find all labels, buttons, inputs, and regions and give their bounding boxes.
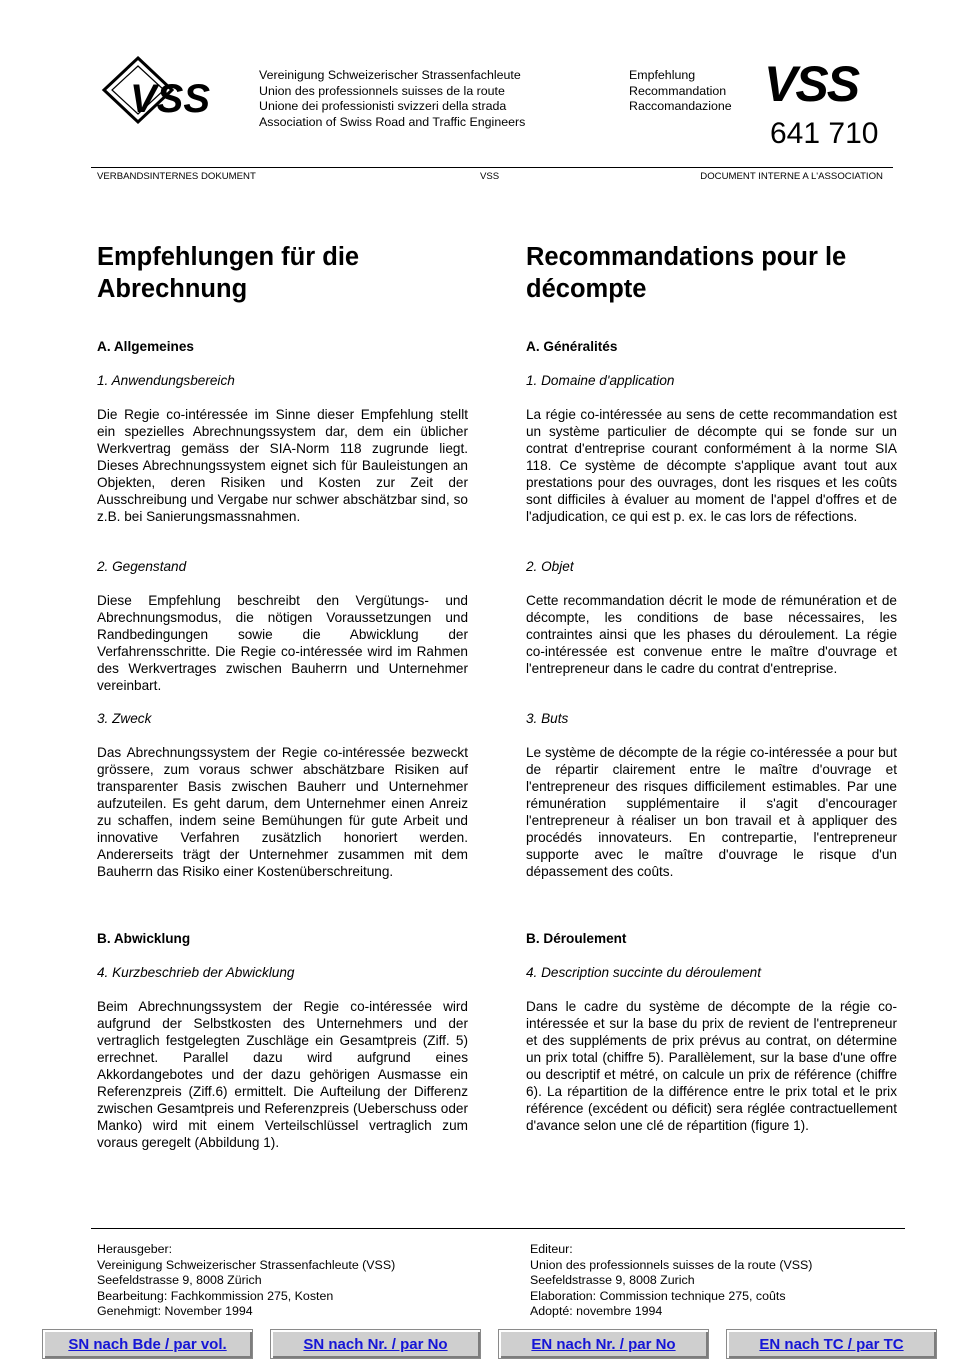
strip-center: VSS [480, 171, 500, 182]
footer-rule [91, 1228, 905, 1229]
section-b-heading-de: B. Abwicklung [97, 931, 191, 946]
s2-text-de: Diese Empfehlung beschreibt den Vergütungs- und Abrechnungsmodus, die nötigen Voraussetzungen und Randbedingungen sowie die Abwicklung der Verfahrensschritte. Die Regie co-intéressée wird im Rahmen des Werkvertrages zwischen Bauherrn und Unternehmer vereinbart. [97, 593, 468, 693]
s3-title-de: 3. Zweck [97, 711, 152, 726]
publisher-info-fr [530, 1242, 812, 1320]
logo-text: VSS [130, 77, 211, 121]
association-names [259, 68, 525, 130]
document-type-de: Empfehlung [629, 68, 696, 82]
publisher-label-de: Herausgeber: [97, 1242, 173, 1256]
s1-title-fr: 1. Domaine d'application [526, 373, 675, 388]
title-fr-line2: décompte [526, 274, 647, 303]
vss-logo [100, 54, 245, 132]
s3-title-fr: 3. Buts [526, 711, 569, 726]
s4-text-de: Beim Abrechnungssystem der Regie co-intéressée wird aufgrund der Selbstkosten des Unternehmers und der vertraglich festgelegten Zuschläge ein Gesamtpreis (Ziff. 5) errechnet. Parallel dazu wird aufgrund eines Akkordangebotes und der dazu gehörigen Ausmasse ein Referenzpreis (Ziff.6) ermittelt. Die Aufteilung der Differenz zwischen Gesamtpreis und Referenzpreis (Ueberschuss oder Manko) wird mit einem Verteilschlüssel vertraglich zum voraus geregelt (Abbildung 1). [97, 999, 468, 1150]
publisher-approved-fr: Adopté: novembre 1994 [530, 1304, 663, 1319]
s1-text-fr: La régie co-intéressée au sens de cette recommandation est un système particulier de décompte qui se fonde sur un contrat d'entreprise courant conformément à la norme SIA 118. Ce système de décompte s'applique avant tout aux prestations pour des ouvrages, dont les risques et les coûts sont difficiles à évaluer au moment de l'appel d'offres et de l'adjudication, ce qui est p. ex. le cas lors de réfections. [526, 407, 897, 524]
header-rule [91, 167, 893, 168]
s1-text-de: Die Regie co-intéressée im Sinne dieser Empfehlung stellt ein spezielles Abrechnungssystem dar, dem ein üblicher Werkvertrag gemäss der SIA-Norm 118 zugrunde liegt. Dieses Abrechnungssystem eignet sich für Bauleistungen an Objekten, deren Risiken und Kosten zur Zeit der Ausschreibung und Vergabe nur schwer abschätzbar sind, so z.B. bei Sanierungsmassnahmen. [97, 407, 468, 524]
title-fr [526, 242, 897, 305]
association-it: Unione dei professionisti svizzeri della strada [259, 99, 507, 113]
sn-by-volume-label: SN nach Bde / par vol. [68, 1335, 227, 1353]
strip-right: DOCUMENT INTERNE A L'ASSOCIATION [700, 171, 883, 182]
en-by-tc-label: EN nach TC / par TC [759, 1335, 904, 1353]
title-de-line1: Empfehlungen für die [97, 243, 360, 271]
document-type-fr: Recommandation [629, 83, 727, 98]
norm-org: VSS [764, 56, 859, 112]
association-en: Association of Swiss Road and Traffic Engineers [259, 114, 526, 129]
section-a-heading-de: A. Allgemeines [97, 339, 194, 354]
publisher-name-de: Vereinigung Schweizerischer Strassenfachleute (VSS) [97, 1257, 396, 1272]
publisher-name-fr: Union des professionnels suisses de la route (VSS) [530, 1257, 813, 1272]
section-b-heading-fr: B. Déroulement [526, 931, 627, 946]
document-type-it: Raccomandazione [629, 99, 732, 113]
strip-left: VERBANDSINTERNES DOKUMENT [97, 171, 256, 182]
norm-number: 641 710 [770, 117, 879, 150]
en-by-tc-button[interactable] [726, 1329, 937, 1359]
publisher-address-fr: Seefeldstrasse 9, 8008 Zurich [530, 1273, 695, 1288]
s2-text-fr: Cette recommandation décrit le mode de rémunération et de décompte, les conditions de base nécessaires, les contraintes ainsi que les phases du déroulement. La régie co-intéressée est convenue entre le maître d'ouvrage et l'entrepreneur dans le cadre du contrat d'entreprise. [526, 593, 897, 676]
document-type [629, 68, 732, 115]
title-de-line2: Abrechnung [97, 274, 248, 303]
s2-title-fr: 2. Objet [526, 559, 574, 574]
publisher-address-de: Seefeldstrasse 9, 8008 Zürich [97, 1273, 262, 1288]
en-by-number-label: EN nach Nr. / par No [531, 1335, 676, 1353]
en-by-number-button[interactable] [498, 1329, 709, 1359]
s3-text-fr: Le système de décompte de la régie co-intéressée a pour but de répartir clairement entre le maître d'ouvrage et l'entrepreneur des risques difficilement estimables. Par une rémunération supplémentaire il s'agit d'encourager l'entrepreneur à réaliser un bon travail et à appliquer des procédés innovateurs. En contrepartie, l'entrepreneur supporte avec le maître d'ouvrage le risque d'un dépassement des coûts. [526, 745, 897, 879]
sn-by-number-label: SN nach Nr. / par No [303, 1335, 448, 1353]
publisher-label-fr: Editeur: [530, 1242, 573, 1256]
s4-title-de: 4. Kurzbeschrieb der Abwicklung [97, 965, 295, 980]
publisher-approved-de: Genehmigt: November 1994 [97, 1304, 253, 1319]
publisher-info-de [97, 1242, 395, 1320]
title-de [97, 242, 468, 305]
publisher-commission-de: Bearbeitung: Fachkommission 275, Kosten [97, 1288, 334, 1303]
section-a-heading-fr: A. Généralités [526, 339, 618, 354]
s3-text-de: Das Abrechnungssystem der Regie co-intéressée bezweckt grössere, zum voraus schwer abschätzbare Risiken auf transparenter Basis zwischen Bauherr und Unternehmer aufzuteilen. Es geht darum, dem Unternehmer einen Anreiz zu schaffen, indem seine Bemühungen für gute Arbeit und innovative Verfahren zusätzlich honoriert werden. Andererseits trägt der Unternehmer zusammen mit dem Bauherrn das Risiko einer Kostenüberschreitung. [97, 745, 468, 879]
s4-text-fr: Dans le cadre du système de décompte de la régie co-intéressée et sur la base du prix de revient de l'entrepreneur et des suppléments de prix prévus au contrat, on détermine un prix total (chiffre 5). Parallèlement, sur la base d'une offre ou descriptif et métré, on calcule un prix de référence (chiffre 6). La répartition de la différence entre le prix total et le prix référence (excédent ou déficit) sera réglée contractuellement d'avance selon une clé de répartition (figure 1). [526, 999, 897, 1133]
association-fr: Union des professionnels suisses de la route [259, 83, 505, 98]
title-fr-line1: Recommandations pour le [526, 243, 847, 271]
s1-title-de: 1. Anwendungsbereich [97, 373, 235, 388]
s4-title-fr: 4. Description succinte du déroulement [526, 965, 761, 980]
publisher-commission-fr: Elaboration: Commission technique 275, coûts [530, 1288, 786, 1303]
s2-title-de: 2. Gegenstand [97, 559, 187, 574]
sn-by-volume-button[interactable] [42, 1329, 253, 1359]
association-de: Vereinigung Schweizerischer Strassenfachleute [259, 68, 521, 82]
sn-by-number-button[interactable] [270, 1329, 481, 1359]
